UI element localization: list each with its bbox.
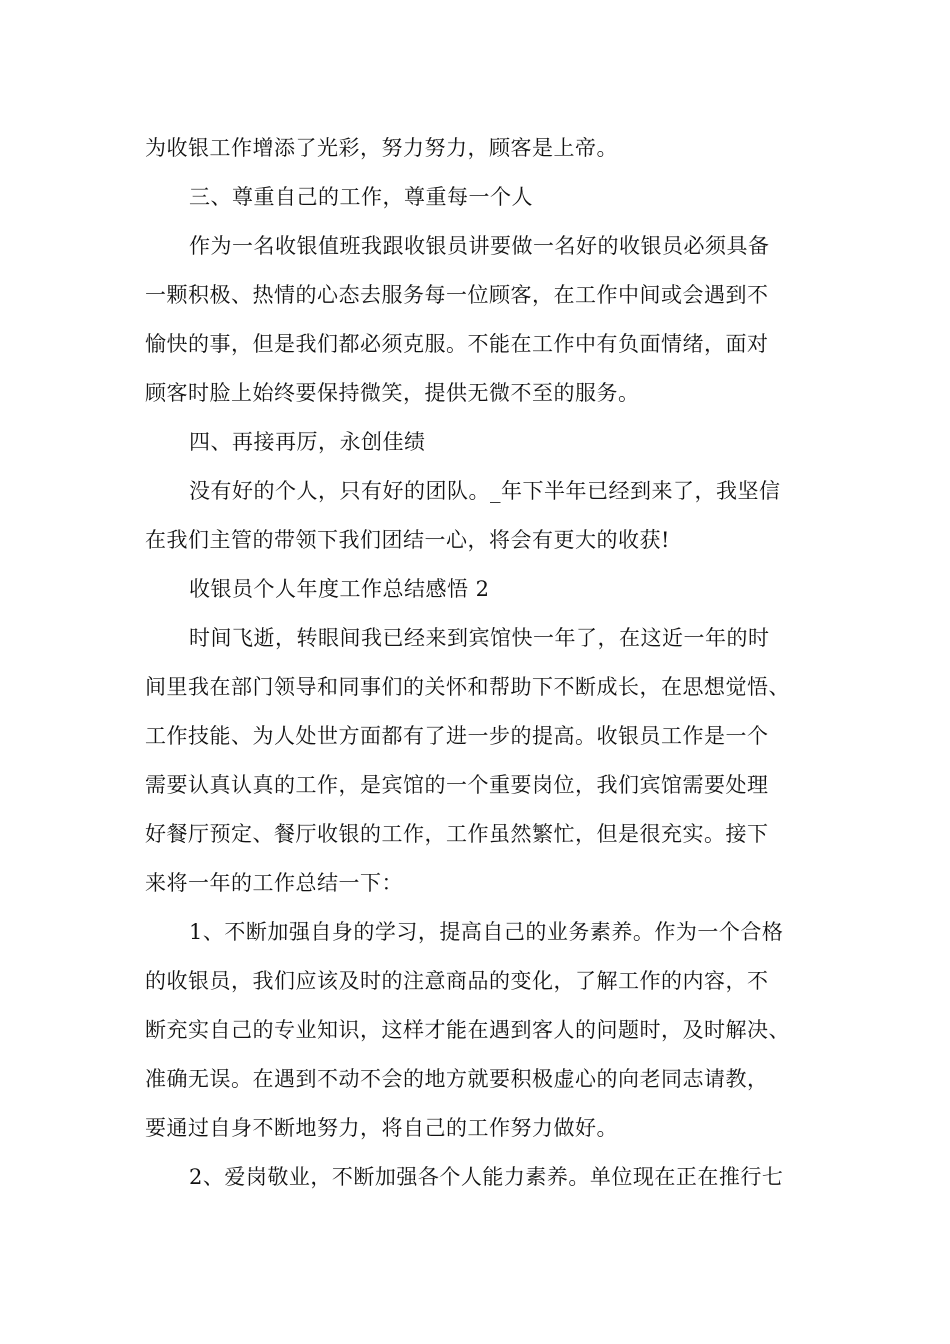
text-line: 在我们主管的带领下我们团结一心，将会有更大的收获! — [145, 528, 670, 552]
text-line: 来将一年的工作总结一下： — [145, 871, 403, 895]
text-line: 需要认真认真的工作，是宾馆的一个重要岗位，我们宾馆需要处理 — [145, 773, 769, 797]
text-line: 断充实自己的专业知识，这样才能在遇到客人的问题时，及时解决、 — [145, 1018, 790, 1042]
text-line: 收银员个人年度工作总结感悟 2 — [189, 577, 490, 601]
text-line: 没有好的个人，只有好的团队。_年下半年已经到来了，我坚信 — [189, 479, 781, 503]
text-line: 要通过自身不断地努力，将自己的工作努力做好。 — [145, 1116, 618, 1140]
text-line: 工作技能、为人处世方面都有了进一步的提高。收银员工作是一个 — [145, 724, 769, 748]
text-line: 四、再接再厉，永创佳绩 — [189, 430, 426, 454]
text-line: 1、不断加强自身的学习，提高自己的业务素养。作为一个合格 — [189, 920, 784, 944]
text-line: 为收银工作增添了光彩，努力努力，顾客是上帝。 — [145, 136, 618, 160]
document-body — [145, 124, 810, 1202]
text-line: 三、尊重自己的工作，尊重每一个人 — [189, 185, 533, 209]
text-line: 愉快的事，但是我们都必须克服。不能在工作中有负面情绪，面对 — [145, 332, 769, 356]
text-line: 一颗积极、热情的心态去服务每一位顾客，在工作中间或会遇到不 — [145, 283, 769, 307]
text-line: 顾客时脸上始终要保持微笑，提供无微不至的服务。 — [145, 381, 640, 405]
text-line: 的收银员，我们应该及时的注意商品的变化，了解工作的内容，不 — [145, 969, 769, 993]
text-line: 好餐厅预定、餐厅收银的工作，工作虽然繁忙，但是很充实。接下 — [145, 822, 769, 846]
text-line: 作为一名收银值班我跟收银员讲要做一名好的收银员必须具备 — [189, 234, 770, 258]
text-line: 2、爱岗敬业，不断加强各个人能力素养。单位现在正在推行七 — [189, 1165, 784, 1189]
text-line: 间里我在部门领导和同事们的关怀和帮助下不断成长，在思想觉悟、 — [145, 675, 790, 699]
text-line: 时间飞逝，转眼间我已经来到宾馆快一年了，在这近一年的时 — [189, 626, 770, 650]
text-line: 准确无误。在遇到不动不会的地方就要积极虚心的向老同志请教， — [145, 1067, 769, 1091]
